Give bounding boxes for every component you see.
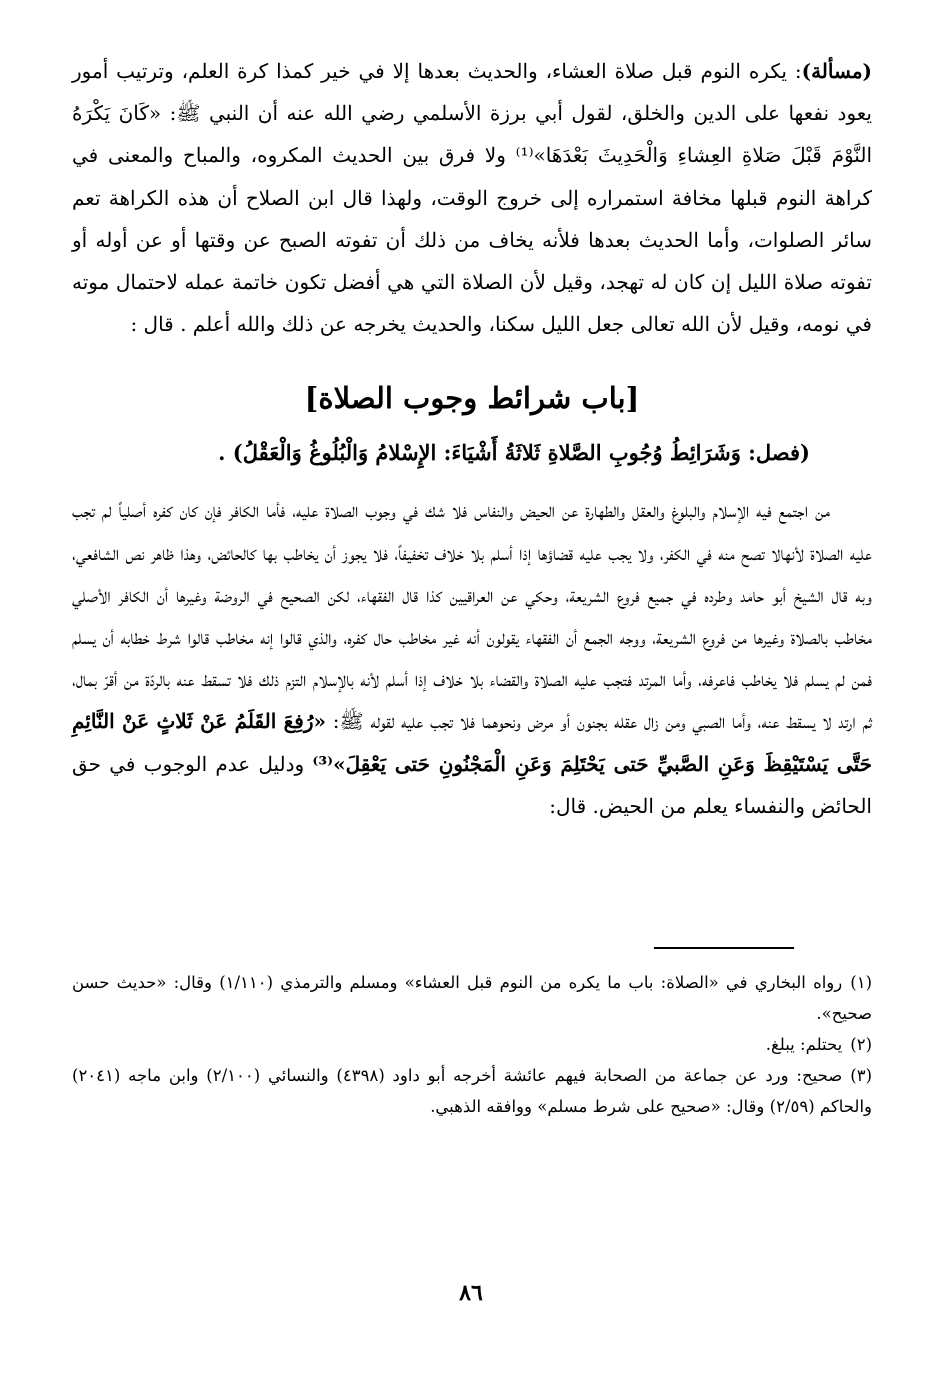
footnote-divider: [654, 947, 794, 949]
footnotes: [72, 967, 872, 1122]
intro-text: : يكره النوم قبل صلاة العشاء، والحديث بعدها إلا في خير كمذا كرة العلم، وترتيب أمور يعود نفعها على الدين والخلق، لقول أبي برزة الأسلمي رضي الله عنه أن النبي ﷺ: «كَانَ يَكْرَهُ النَّوْمَ قَبْلَ صَلاةِ العِشاءِ وَالْحَدِيثَ بَعْدَهَا»⁽¹⁾ ولا فرق بين الحديث المكروه، والمباح والمعنى في كراهة النوم قبلها مخافة استمراره إلى خروج الوقت، ولهذا قال ابن الصلاح أن هذه الكراهة تعم سائر الصلوات، وأما الحديث بعدها فلأنه يخاف من ذلك أن تفوته الصبح عن وقتها أو عن أوله أو تفوته صلاة الليل إن كان له تهجد، وقيل لأن الصلاة التي هي أفضل تكون خاتمة عمله لاحتمال موته في نومه، وقيل لأن الله تعالى جعل الليل سكنا، والحديث يخرجه عن ذلك والله أعلم . قال :: [72, 59, 872, 337]
body-tail: ودليل عدم الوجوب في حق الحائض والنفساء يعلم من الحيض. قال:: [72, 751, 872, 818]
footnote-1: (١)رواه البخاري في «الصلاة: باب ما يكره من النوم قبل العشاء» ومسلم والترمذي (١/١١٠) وقال: «حديث حسن صحيح».: [72, 973, 872, 1024]
page-number: ٨٦: [459, 1280, 483, 1306]
section-title: [باب شرائط وجوب الصلاة]: [304, 381, 640, 416]
intro-paragraph: [72, 50, 872, 345]
footnote-3: (٣)صحيح: ورد عن جماعة من الصحابة فيهم عائشة أخرجه أبو داود (٤٣٩٨) والنسائي (٢/١٠٠) وابن ماجه (٢٠٤١) والحاكم (٢/٥٩) وقال: «صحيح على شرط مسلم» ووافقه الذهبي.: [72, 1066, 872, 1117]
footnote-2: (٢)يحتلم: يبلغ.: [765, 1035, 872, 1055]
hadith-quote: «رُفِعَ القَلَمُ عَنْ ثَلاثٍ عَنْ النَّائِمِ حَتَّى يَسْتَيْقِظَ وَعَنِ الصَّبيِّ حَتى يَحْتَلِمَ وَعَنِ الْمَجْنُونِ حَتى يَعْقِلَ»⁽³⁾: [72, 709, 872, 776]
fasl-heading: (فصل: وَشَرَائِطُ وُجُوبِ الصَّلاةِ ثَلاثَةُ أَشْيَاءَ: الإِسْلامُ وَالْبُلُوغُ وَالْعَقْلُ) .: [218, 440, 810, 466]
masala-label: (مسألة): [801, 59, 872, 83]
body-paragraph: [72, 489, 872, 827]
body-text: من اجتمع فيه الإسلام والبلوغ والعقل والطهارة عن الحيض والنفاس فلا شك في وجوب الصلاة عليه، فأما الكافر فإن كان كفره أصلياً لم تجب عليه الصلاة لأنهالا تصح منه في الكفر، ولا يجب عليه قضاؤها إذا أسلم بلا خلاف تخفيفاً، فلا يجوز أن يخاطب بها كالحائض، وهذا ظاهر نص الشافعي، وبه قال الشيخ أبو حامد وطرده في جميع فروع الشريعة، وحكي عن العراقيين كذا قال الفقهاء، لكن الصحيح في الروضة وغيرها أن الكافر الأصلي مخاطب بالصلاة وغيرها من فروع الشريعة، ووجه الجمع أن الفقهاء يقولون أنه غير مخاطب حال كفره، والذي قالوا إنه مخاطب قالوا شرط خطابه أن يسلم فمن لم يسلم فلا يخاطب فاعرفه، وأما المرتد فتجب عليه الصلاة والقضاء بلا خلاف إذا أسلم لأنه بالإسلام التزم ذلك فلا تسقط عنه بالردّة من أقرّ بمال، ثم ارتد لا يسقط عنه، وأما الصبي ومن زال عقله بجنون أو مرض ونحوهما فلا تجب عليه لقوله ﷺ:: [72, 498, 872, 734]
